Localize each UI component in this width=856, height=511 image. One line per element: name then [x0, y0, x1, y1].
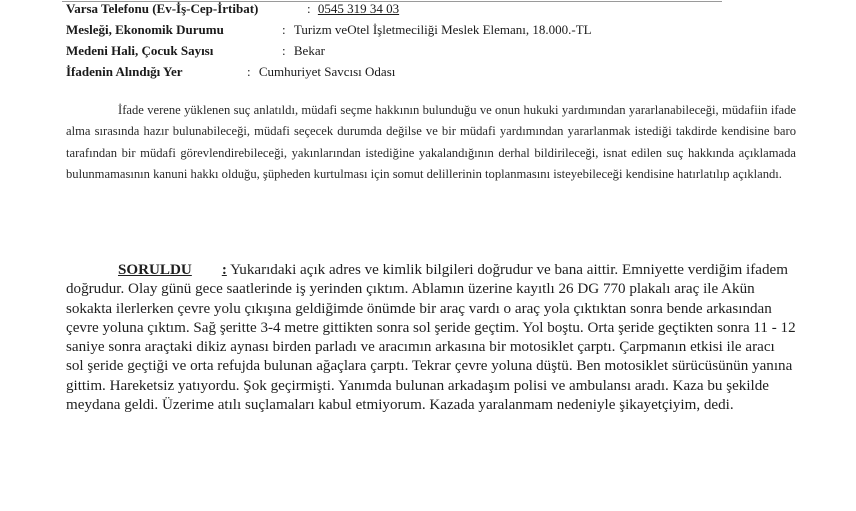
occupation-value-group — [282, 22, 592, 38]
occupation-label: Mesleği, Ekonomik Durumu — [66, 22, 224, 37]
statement-label: SORULDU — [118, 262, 192, 278]
statement-location-separator: : — [247, 64, 251, 79]
statement-paragraph — [66, 261, 796, 415]
phone-separator: : — [307, 1, 311, 16]
phone-row — [66, 1, 400, 17]
marital-status-label: Medeni Hali, Çocuk Sayısı — [66, 43, 214, 58]
statement-separator: : — [221, 262, 227, 278]
occupation-separator: : — [282, 22, 286, 37]
statement-location-row — [66, 64, 396, 80]
phone-value: 0545 319 34 03 — [317, 1, 400, 16]
statement-text: Yukarıdaki açık adres ve kimlik bilgileri doğrudur ve bana aittir. Emniyette verdiğim ifadem doğrudur. Olay günü gece saatlerinde iş yerinden çıktım. Ablamın üzerine kayıtlı 26 DG 770 plakalı araç ile Akün sokakta ilerlerken çevre yolu çıkışına geldiğimde önümde bir araç vardı o araç yola çıktıktan sonra bende arkasından çevre yoluna çıktım. Sağ şeritte 3-4 metre gittikten sonra sol şeride geçtim. Yol boştu. Orta şeride geçtikten sonra 11 - 12 saniye sonra araçtaki dikiz aynası birden parladı ve aracımın arkasına bir motosiklet çarptı. Çarpmanın etkisi ile aracı sol şeride geçtiği ve orta refujda bulunan ağaçlara çarptı. Tekrar çevre yoluna düştü. Ben motosiklet sürücüsünün yanına gittim. Hareketsiz yatıyordu. Şok geçirmişti. Yanımda bulunan arkadaşım polisi ve ambulansı aradı. Kaza bu şekilde meydana geldi. Üzerime atılı suçlamaları kabul etmiyorum. Kazada yaralanmam nedeniyle şikayetçiyim, dedi. — [66, 262, 796, 414]
marital-status-separator: : — [282, 43, 286, 58]
phone-label: Varsa Telefonu (Ev-İş-Cep-İrtibat) — [66, 1, 259, 16]
marital-status-value: Bekar — [293, 43, 325, 58]
statement-location-value-group — [247, 64, 395, 80]
phone-value-group — [307, 1, 399, 17]
occupation-row — [66, 22, 592, 38]
occupation-value: Turizm veOtel İşletmeciliği Meslek Elemanı, 18.000.-TL — [293, 22, 592, 37]
statement-location-label: İfadenin Alındığı Yer — [66, 64, 183, 79]
marital-status-value-group — [282, 43, 325, 59]
rights-paragraph: İfade verene yüklenen suç anlatıldı, müdafi seçme hakkının bulunduğu ve onun hukuki yardımından yararlanabileceği, müdafiin ifade alma sırasında hazır bulunabileceği, müdafi seçecek durumda değilse ve bir müdafi yardımından yararlanmak istediği takdirde kendisine baro tarafından bir müdafi görevlendirebileceği, yakınlarından istediğine yakalandığının derhal bildirileceği, isnat edilen suç hakkında açıklamada bulunmamasının kanuni hakkı olduğu, şüpheden kurtulması için somut delillerinin toplanmasını isteyebileceği kendisine hatırlatılıp açıklandı. — [66, 103, 796, 182]
statement-location-value: Cumhuriyet Savcısı Odası — [258, 64, 396, 79]
marital-status-row — [66, 43, 325, 59]
